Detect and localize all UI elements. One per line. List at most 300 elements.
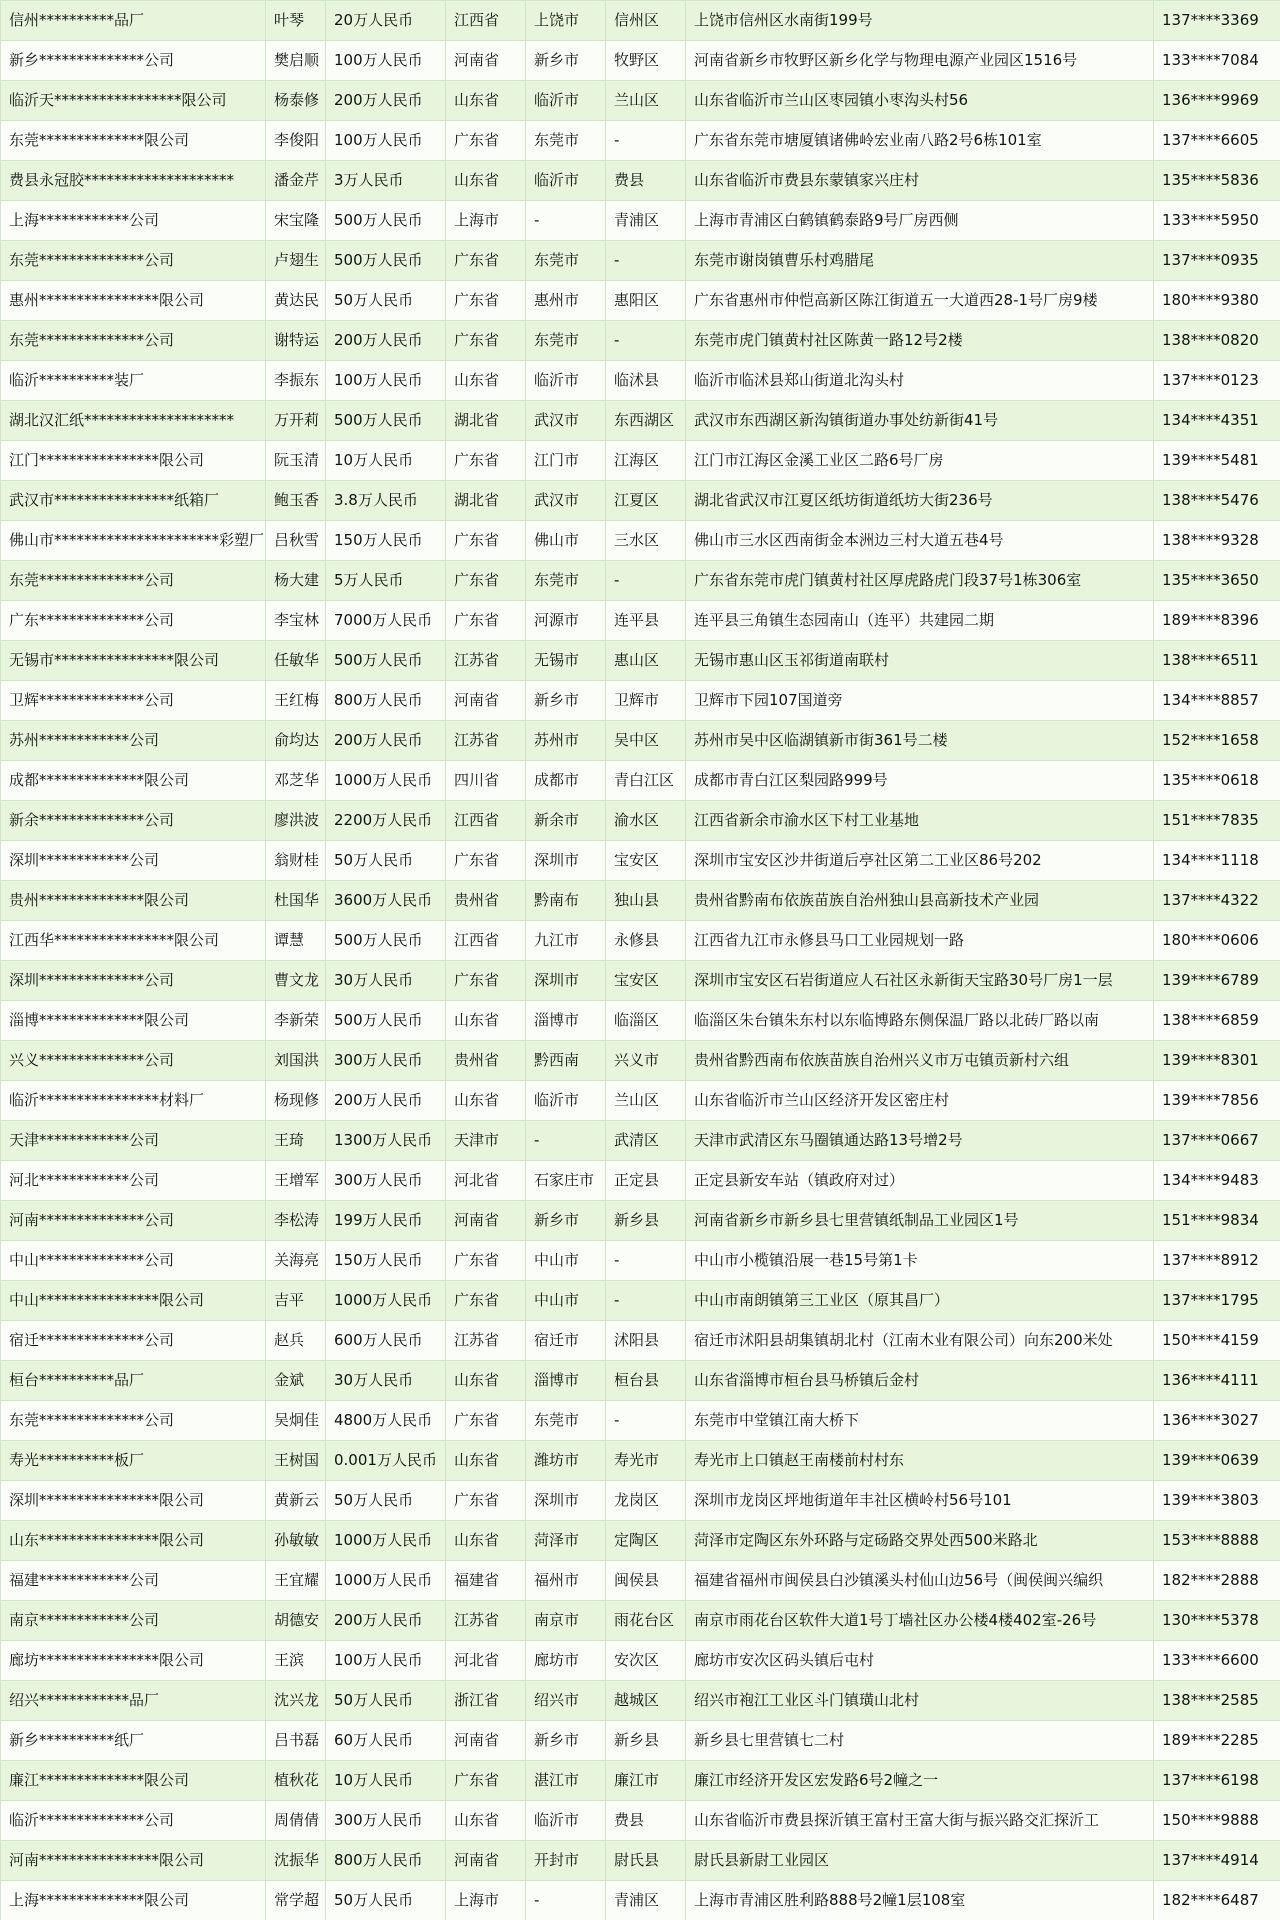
district-cell: 龙岗区 xyxy=(606,1481,686,1521)
city-cell: 石家庄市 xyxy=(526,1161,606,1201)
district-cell: 兰山区 xyxy=(606,81,686,121)
city-cell: - xyxy=(526,1121,606,1161)
district-cell: 兰山区 xyxy=(606,1081,686,1121)
registered-capital-cell: 200万人民币 xyxy=(326,321,446,361)
company-name-cell: 天津************公司 xyxy=(1,1121,266,1161)
address-cell: 深圳市龙岗区坪地街道年丰社区横岭村56号101 xyxy=(686,1481,1154,1521)
address-cell: 无锡市惠山区玉祁街道南联村 xyxy=(686,641,1154,681)
legal-rep-cell: 王树国 xyxy=(266,1441,326,1481)
district-cell: 临沭县 xyxy=(606,361,686,401)
registered-capital-cell: 199万人民币 xyxy=(326,1201,446,1241)
legal-rep-cell: 赵兵 xyxy=(266,1321,326,1361)
province-cell: 广东省 xyxy=(446,601,526,641)
phone-cell: 136****4111 xyxy=(1154,1361,1280,1401)
province-cell: 广东省 xyxy=(446,1281,526,1321)
legal-rep-cell: 周倩倩 xyxy=(266,1801,326,1841)
address-cell: 苏州市吴中区临湖镇新市街361号二楼 xyxy=(686,721,1154,761)
district-cell: 青白江区 xyxy=(606,761,686,801)
registered-capital-cell: 500万人民币 xyxy=(326,1001,446,1041)
city-cell: 福州市 xyxy=(526,1561,606,1601)
table-row xyxy=(1,441,1280,481)
province-cell: 广东省 xyxy=(446,841,526,881)
address-cell: 山东省淄博市桓台县马桥镇后金村 xyxy=(686,1361,1154,1401)
city-cell: 惠州市 xyxy=(526,281,606,321)
district-cell: 三水区 xyxy=(606,521,686,561)
city-cell: 武汉市 xyxy=(526,481,606,521)
registered-capital-cell: 0.001万人民币 xyxy=(326,1441,446,1481)
district-cell: 临淄区 xyxy=(606,1001,686,1041)
table-row xyxy=(1,1361,1280,1401)
company-name-cell: 卫辉**************公司 xyxy=(1,681,266,721)
province-cell: 广东省 xyxy=(446,1401,526,1441)
city-cell: 新乡市 xyxy=(526,1201,606,1241)
company-name-cell: 兴义**************公司 xyxy=(1,1041,266,1081)
phone-cell: 151****7835 xyxy=(1154,801,1280,841)
address-cell: 宿迁市沭阳县胡集镇胡北村（江南木业有限公司）向东200米处 xyxy=(686,1321,1154,1361)
address-cell: 贵州省黔南布依族苗族自治州独山县高新技术产业园 xyxy=(686,881,1154,921)
district-cell: 正定县 xyxy=(606,1161,686,1201)
phone-cell: 138****9328 xyxy=(1154,521,1280,561)
registered-capital-cell: 3万人民币 xyxy=(326,161,446,201)
address-cell: 江西省九江市永修县马口工业园规划一路 xyxy=(686,921,1154,961)
city-cell: 淄博市 xyxy=(526,1361,606,1401)
city-cell: 临沂市 xyxy=(526,361,606,401)
company-name-cell: 临沂****************材料厂 xyxy=(1,1081,266,1121)
company-name-cell: 临沂**********装厂 xyxy=(1,361,266,401)
company-name-cell: 寿光**********板厂 xyxy=(1,1441,266,1481)
company-name-cell: 武汉市****************纸箱厂 xyxy=(1,481,266,521)
legal-rep-cell: 刘国洪 xyxy=(266,1041,326,1081)
phone-cell: 134****8857 xyxy=(1154,681,1280,721)
address-cell: 江西省新余市渝水区下村工业基地 xyxy=(686,801,1154,841)
registered-capital-cell: 600万人民币 xyxy=(326,1321,446,1361)
legal-rep-cell: 关海亮 xyxy=(266,1241,326,1281)
registered-capital-cell: 60万人民币 xyxy=(326,1721,446,1761)
company-name-cell: 惠州****************限公司 xyxy=(1,281,266,321)
city-cell: 东莞市 xyxy=(526,241,606,281)
company-name-cell: 廉江**************限公司 xyxy=(1,1761,266,1801)
phone-cell: 139****5481 xyxy=(1154,441,1280,481)
address-cell: 广东省惠州市仲恺高新区陈江街道五一大道西28-1号厂房9楼 xyxy=(686,281,1154,321)
district-cell: 寿光市 xyxy=(606,1441,686,1481)
registered-capital-cell: 800万人民币 xyxy=(326,1841,446,1881)
legal-rep-cell: 鲍玉香 xyxy=(266,481,326,521)
address-cell: 临沂市临沭县郑山街道北沟头村 xyxy=(686,361,1154,401)
city-cell: 深圳市 xyxy=(526,961,606,1001)
district-cell: - xyxy=(606,1401,686,1441)
registered-capital-cell: 300万人民币 xyxy=(326,1041,446,1081)
company-name-cell: 东莞**************公司 xyxy=(1,1401,266,1441)
province-cell: 上海市 xyxy=(446,201,526,241)
company-name-cell: 东莞**************公司 xyxy=(1,561,266,601)
phone-cell: 134****4351 xyxy=(1154,401,1280,441)
district-cell: 费县 xyxy=(606,1801,686,1841)
address-cell: 正定县新安车站（镇政府对过） xyxy=(686,1161,1154,1201)
company-name-cell: 新余**************公司 xyxy=(1,801,266,841)
district-cell: 新乡县 xyxy=(606,1201,686,1241)
address-cell: 上饶市信州区水南街199号 xyxy=(686,1,1154,41)
district-cell: 安次区 xyxy=(606,1641,686,1681)
registered-capital-cell: 1000万人民币 xyxy=(326,1281,446,1321)
city-cell: 廊坊市 xyxy=(526,1641,606,1681)
table-row xyxy=(1,1081,1280,1121)
district-cell: 越城区 xyxy=(606,1681,686,1721)
phone-cell: 138****6859 xyxy=(1154,1001,1280,1041)
address-cell: 山东省临沂市兰山区枣园镇小枣沟头村56 xyxy=(686,81,1154,121)
table-row xyxy=(1,481,1280,521)
table-row xyxy=(1,1601,1280,1641)
registered-capital-cell: 50万人民币 xyxy=(326,841,446,881)
legal-rep-cell: 王红梅 xyxy=(266,681,326,721)
phone-cell: 133****7084 xyxy=(1154,41,1280,81)
city-cell: 九江市 xyxy=(526,921,606,961)
table-row xyxy=(1,1801,1280,1841)
city-cell: 新乡市 xyxy=(526,681,606,721)
table-row xyxy=(1,721,1280,761)
district-cell: 新乡县 xyxy=(606,1721,686,1761)
city-cell: 临沂市 xyxy=(526,1801,606,1841)
phone-cell: 137****0935 xyxy=(1154,241,1280,281)
address-cell: 东莞市中堂镇江南大桥下 xyxy=(686,1401,1154,1441)
registered-capital-cell: 7000万人民币 xyxy=(326,601,446,641)
phone-cell: 137****0123 xyxy=(1154,361,1280,401)
registered-capital-cell: 50万人民币 xyxy=(326,1681,446,1721)
city-cell: 淄博市 xyxy=(526,1001,606,1041)
company-name-cell: 中山**************公司 xyxy=(1,1241,266,1281)
legal-rep-cell: 王增军 xyxy=(266,1161,326,1201)
city-cell: 黔南布 xyxy=(526,881,606,921)
province-cell: 广东省 xyxy=(446,441,526,481)
registered-capital-cell: 10万人民币 xyxy=(326,441,446,481)
province-cell: 贵州省 xyxy=(446,881,526,921)
registered-capital-cell: 100万人民币 xyxy=(326,121,446,161)
company-name-cell: 江西华****************限公司 xyxy=(1,921,266,961)
table-row xyxy=(1,1681,1280,1721)
registered-capital-cell: 300万人民币 xyxy=(326,1161,446,1201)
province-cell: 河南省 xyxy=(446,1201,526,1241)
table-row xyxy=(1,921,1280,961)
district-cell: - xyxy=(606,1241,686,1281)
phone-cell: 136****9969 xyxy=(1154,81,1280,121)
company-name-cell: 河北************公司 xyxy=(1,1161,266,1201)
phone-cell: 135****3650 xyxy=(1154,561,1280,601)
province-cell: 贵州省 xyxy=(446,1041,526,1081)
table-row xyxy=(1,1641,1280,1681)
registered-capital-cell: 300万人民币 xyxy=(326,1801,446,1841)
city-cell: 湛江市 xyxy=(526,1761,606,1801)
province-cell: 山东省 xyxy=(446,161,526,201)
company-name-cell: 上海**************限公司 xyxy=(1,1881,266,1920)
legal-rep-cell: 卢翅生 xyxy=(266,241,326,281)
registered-capital-cell: 1000万人民币 xyxy=(326,1561,446,1601)
city-cell: - xyxy=(526,201,606,241)
company-name-cell: 贵州**************限公司 xyxy=(1,881,266,921)
district-cell: 卫辉市 xyxy=(606,681,686,721)
province-cell: 河南省 xyxy=(446,1841,526,1881)
table-row xyxy=(1,1521,1280,1561)
city-cell: 潍坊市 xyxy=(526,1441,606,1481)
city-cell: 新乡市 xyxy=(526,1721,606,1761)
company-name-cell: 临沂**************公司 xyxy=(1,1801,266,1841)
company-name-cell: 深圳**************公司 xyxy=(1,961,266,1001)
table-row xyxy=(1,1881,1280,1920)
district-cell: 定陶区 xyxy=(606,1521,686,1561)
registered-capital-cell: 500万人民币 xyxy=(326,401,446,441)
phone-cell: 133****5950 xyxy=(1154,201,1280,241)
province-cell: 河南省 xyxy=(446,681,526,721)
phone-cell: 135****0618 xyxy=(1154,761,1280,801)
registered-capital-cell: 500万人民币 xyxy=(326,921,446,961)
phone-cell: 137****6198 xyxy=(1154,1761,1280,1801)
city-cell: 江门市 xyxy=(526,441,606,481)
province-cell: 广东省 xyxy=(446,961,526,1001)
province-cell: 广东省 xyxy=(446,561,526,601)
company-name-cell: 信州**********品厂 xyxy=(1,1,266,41)
legal-rep-cell: 阮玉清 xyxy=(266,441,326,481)
registered-capital-cell: 200万人民币 xyxy=(326,1081,446,1121)
phone-cell: 137****6605 xyxy=(1154,121,1280,161)
address-cell: 新乡县七里营镇七二村 xyxy=(686,1721,1154,1761)
district-cell: 费县 xyxy=(606,161,686,201)
table-row xyxy=(1,1721,1280,1761)
table-row xyxy=(1,601,1280,641)
legal-rep-cell: 孙敏敏 xyxy=(266,1521,326,1561)
address-cell: 菏泽市定陶区东外环路与定砀路交界处西500米路北 xyxy=(686,1521,1154,1561)
company-name-cell: 上海************公司 xyxy=(1,201,266,241)
province-cell: 山东省 xyxy=(446,1801,526,1841)
city-cell: 深圳市 xyxy=(526,841,606,881)
table-row xyxy=(1,1041,1280,1081)
legal-rep-cell: 曹文龙 xyxy=(266,961,326,1001)
address-cell: 深圳市宝安区石岩街道应人石社区永新街天宝路30号厂房1一层 xyxy=(686,961,1154,1001)
table-row xyxy=(1,161,1280,201)
district-cell: - xyxy=(606,1281,686,1321)
legal-rep-cell: 黄新云 xyxy=(266,1481,326,1521)
city-cell: 中山市 xyxy=(526,1241,606,1281)
province-cell: 河南省 xyxy=(446,41,526,81)
registered-capital-cell: 150万人民币 xyxy=(326,1241,446,1281)
legal-rep-cell: 常学超 xyxy=(266,1881,326,1920)
district-cell: 雨花台区 xyxy=(606,1601,686,1641)
legal-rep-cell: 李宝林 xyxy=(266,601,326,641)
province-cell: 湖北省 xyxy=(446,481,526,521)
legal-rep-cell: 万开莉 xyxy=(266,401,326,441)
city-cell: 上饶市 xyxy=(526,1,606,41)
city-cell: 宿迁市 xyxy=(526,1321,606,1361)
city-cell: 佛山市 xyxy=(526,521,606,561)
company-name-cell: 福建************公司 xyxy=(1,1561,266,1601)
phone-cell: 137****3369 xyxy=(1154,1,1280,41)
legal-rep-cell: 潘金芹 xyxy=(266,161,326,201)
phone-cell: 137****4914 xyxy=(1154,1841,1280,1881)
table-row xyxy=(1,1001,1280,1041)
district-cell: 独山县 xyxy=(606,881,686,921)
legal-rep-cell: 黄达民 xyxy=(266,281,326,321)
address-cell: 天津市武清区东马圈镇通达路13号增2号 xyxy=(686,1121,1154,1161)
legal-rep-cell: 宋宝隆 xyxy=(266,201,326,241)
city-cell: 绍兴市 xyxy=(526,1681,606,1721)
province-cell: 山东省 xyxy=(446,1081,526,1121)
address-cell: 南京市雨花台区软件大道1号丁墙社区办公楼4楼402室-26号 xyxy=(686,1601,1154,1641)
registered-capital-cell: 50万人民币 xyxy=(326,1881,446,1920)
registered-capital-cell: 5万人民币 xyxy=(326,561,446,601)
province-cell: 广东省 xyxy=(446,1481,526,1521)
district-cell: 永修县 xyxy=(606,921,686,961)
company-name-cell: 江门****************限公司 xyxy=(1,441,266,481)
district-cell: 牧野区 xyxy=(606,41,686,81)
province-cell: 江苏省 xyxy=(446,1601,526,1641)
district-cell: 沭阳县 xyxy=(606,1321,686,1361)
province-cell: 江苏省 xyxy=(446,641,526,681)
company-name-cell: 河南**************公司 xyxy=(1,1201,266,1241)
company-name-cell: 中山****************限公司 xyxy=(1,1281,266,1321)
legal-rep-cell: 李新荣 xyxy=(266,1001,326,1041)
phone-cell: 138****2585 xyxy=(1154,1681,1280,1721)
registered-capital-cell: 1000万人民币 xyxy=(326,761,446,801)
province-cell: 江西省 xyxy=(446,921,526,961)
city-cell: 深圳市 xyxy=(526,1481,606,1521)
city-cell: 南京市 xyxy=(526,1601,606,1641)
address-cell: 佛山市三水区西南街金本洲边三村大道五巷4号 xyxy=(686,521,1154,561)
table-row xyxy=(1,561,1280,601)
legal-rep-cell: 沈振华 xyxy=(266,1841,326,1881)
address-cell: 湖北省武汉市江夏区纸坊街道纸坊大街236号 xyxy=(686,481,1154,521)
address-cell: 上海市青浦区白鹤镇鹤泰路9号厂房西侧 xyxy=(686,201,1154,241)
district-cell: 吴中区 xyxy=(606,721,686,761)
district-cell: 江夏区 xyxy=(606,481,686,521)
address-cell: 河南省新乡市牧野区新乡化学与物理电源产业园区1516号 xyxy=(686,41,1154,81)
phone-cell: 139****7856 xyxy=(1154,1081,1280,1121)
legal-rep-cell: 王滨 xyxy=(266,1641,326,1681)
phone-cell: 137****0667 xyxy=(1154,1121,1280,1161)
table-row xyxy=(1,81,1280,121)
legal-rep-cell: 王琦 xyxy=(266,1121,326,1161)
company-name-cell: 东莞**************限公司 xyxy=(1,121,266,161)
address-cell: 寿光市上口镇赵王南楼前村村东 xyxy=(686,1441,1154,1481)
table-row xyxy=(1,361,1280,401)
province-cell: 山东省 xyxy=(446,1521,526,1561)
legal-rep-cell: 吕书磊 xyxy=(266,1721,326,1761)
company-name-cell: 桓台**********品厂 xyxy=(1,1361,266,1401)
legal-rep-cell: 李振东 xyxy=(266,361,326,401)
table-row xyxy=(1,281,1280,321)
company-name-cell: 新乡**************公司 xyxy=(1,41,266,81)
phone-cell: 189****8396 xyxy=(1154,601,1280,641)
phone-cell: 133****6600 xyxy=(1154,1641,1280,1681)
province-cell: 广东省 xyxy=(446,121,526,161)
phone-cell: 152****1658 xyxy=(1154,721,1280,761)
city-cell: 临沂市 xyxy=(526,161,606,201)
district-cell: 青浦区 xyxy=(606,1881,686,1920)
phone-cell: 134****9483 xyxy=(1154,1161,1280,1201)
address-cell: 广东省东莞市虎门镇黄村社区厚虎路虎门段37号1栋306室 xyxy=(686,561,1154,601)
table-row xyxy=(1,521,1280,561)
city-cell: 河源市 xyxy=(526,601,606,641)
legal-rep-cell: 李俊阳 xyxy=(266,121,326,161)
company-name-cell: 佛山市**********************彩塑厂 xyxy=(1,521,266,561)
district-cell: 宝安区 xyxy=(606,961,686,1001)
registered-capital-cell: 200万人民币 xyxy=(326,721,446,761)
city-cell: 黔西南 xyxy=(526,1041,606,1081)
phone-cell: 136****3027 xyxy=(1154,1401,1280,1441)
province-cell: 江西省 xyxy=(446,1,526,41)
registered-capital-cell: 50万人民币 xyxy=(326,1481,446,1521)
district-cell: - xyxy=(606,121,686,161)
table-row xyxy=(1,1281,1280,1321)
city-cell: 开封市 xyxy=(526,1841,606,1881)
address-cell: 东莞市虎门镇黄村社区陈黄一路12号2楼 xyxy=(686,321,1154,361)
province-cell: 山东省 xyxy=(446,1001,526,1041)
address-cell: 广东省东莞市塘厦镇诸佛岭宏业南八路2号6栋101室 xyxy=(686,121,1154,161)
registered-capital-cell: 2200万人民币 xyxy=(326,801,446,841)
registered-capital-cell: 10万人民币 xyxy=(326,1761,446,1801)
phone-cell: 138****5476 xyxy=(1154,481,1280,521)
province-cell: 广东省 xyxy=(446,321,526,361)
registered-capital-cell: 1300万人民币 xyxy=(326,1121,446,1161)
table-row xyxy=(1,801,1280,841)
phone-cell: 137****1795 xyxy=(1154,1281,1280,1321)
address-cell: 临淄区朱台镇朱东村以东临博路东侧保温厂路以北砖厂路以南 xyxy=(686,1001,1154,1041)
district-cell: 渝水区 xyxy=(606,801,686,841)
phone-cell: 138****6511 xyxy=(1154,641,1280,681)
company-name-cell: 费县永冠胶******************** xyxy=(1,161,266,201)
phone-cell: 139****0639 xyxy=(1154,1441,1280,1481)
table-row xyxy=(1,1481,1280,1521)
legal-rep-cell: 吴炯佳 xyxy=(266,1401,326,1441)
legal-rep-cell: 沈兴龙 xyxy=(266,1681,326,1721)
registered-capital-cell: 500万人民币 xyxy=(326,241,446,281)
table-row xyxy=(1,201,1280,241)
phone-cell: 137****8912 xyxy=(1154,1241,1280,1281)
province-cell: 天津市 xyxy=(446,1121,526,1161)
address-cell: 廉江市经济开发区宏发路6号2幢之一 xyxy=(686,1761,1154,1801)
address-cell: 河南省新乡市新乡县七里营镇纸制品工业园区1号 xyxy=(686,1201,1154,1241)
legal-rep-cell: 任敏华 xyxy=(266,641,326,681)
table-row xyxy=(1,681,1280,721)
company-name-cell: 东莞**************公司 xyxy=(1,321,266,361)
company-name-cell: 宿迁**************公司 xyxy=(1,1321,266,1361)
province-cell: 广东省 xyxy=(446,521,526,561)
city-cell: - xyxy=(526,1881,606,1920)
registered-capital-cell: 200万人民币 xyxy=(326,1601,446,1641)
city-cell: 无锡市 xyxy=(526,641,606,681)
registered-capital-cell: 100万人民币 xyxy=(326,41,446,81)
registered-capital-cell: 500万人民币 xyxy=(326,201,446,241)
phone-cell: 139****6789 xyxy=(1154,961,1280,1001)
province-cell: 广东省 xyxy=(446,1761,526,1801)
district-cell: 惠山区 xyxy=(606,641,686,681)
address-cell: 卫辉市下园107国道旁 xyxy=(686,681,1154,721)
province-cell: 上海市 xyxy=(446,1881,526,1920)
city-cell: 新余市 xyxy=(526,801,606,841)
legal-rep-cell: 杜国华 xyxy=(266,881,326,921)
table-row xyxy=(1,1121,1280,1161)
city-cell: 武汉市 xyxy=(526,401,606,441)
company-name-cell: 廊坊****************限公司 xyxy=(1,1641,266,1681)
company-name-cell: 淄博**************限公司 xyxy=(1,1001,266,1041)
company-name-cell: 山东****************限公司 xyxy=(1,1521,266,1561)
address-cell: 尉氏县新尉工业园区 xyxy=(686,1841,1154,1881)
district-cell: 廉江市 xyxy=(606,1761,686,1801)
table-row xyxy=(1,1161,1280,1201)
legal-rep-cell: 谢特运 xyxy=(266,321,326,361)
legal-rep-cell: 植秋花 xyxy=(266,1761,326,1801)
table-row xyxy=(1,961,1280,1001)
province-cell: 江西省 xyxy=(446,801,526,841)
city-cell: 成都市 xyxy=(526,761,606,801)
legal-rep-cell: 邓芝华 xyxy=(266,761,326,801)
legal-rep-cell: 吉平 xyxy=(266,1281,326,1321)
